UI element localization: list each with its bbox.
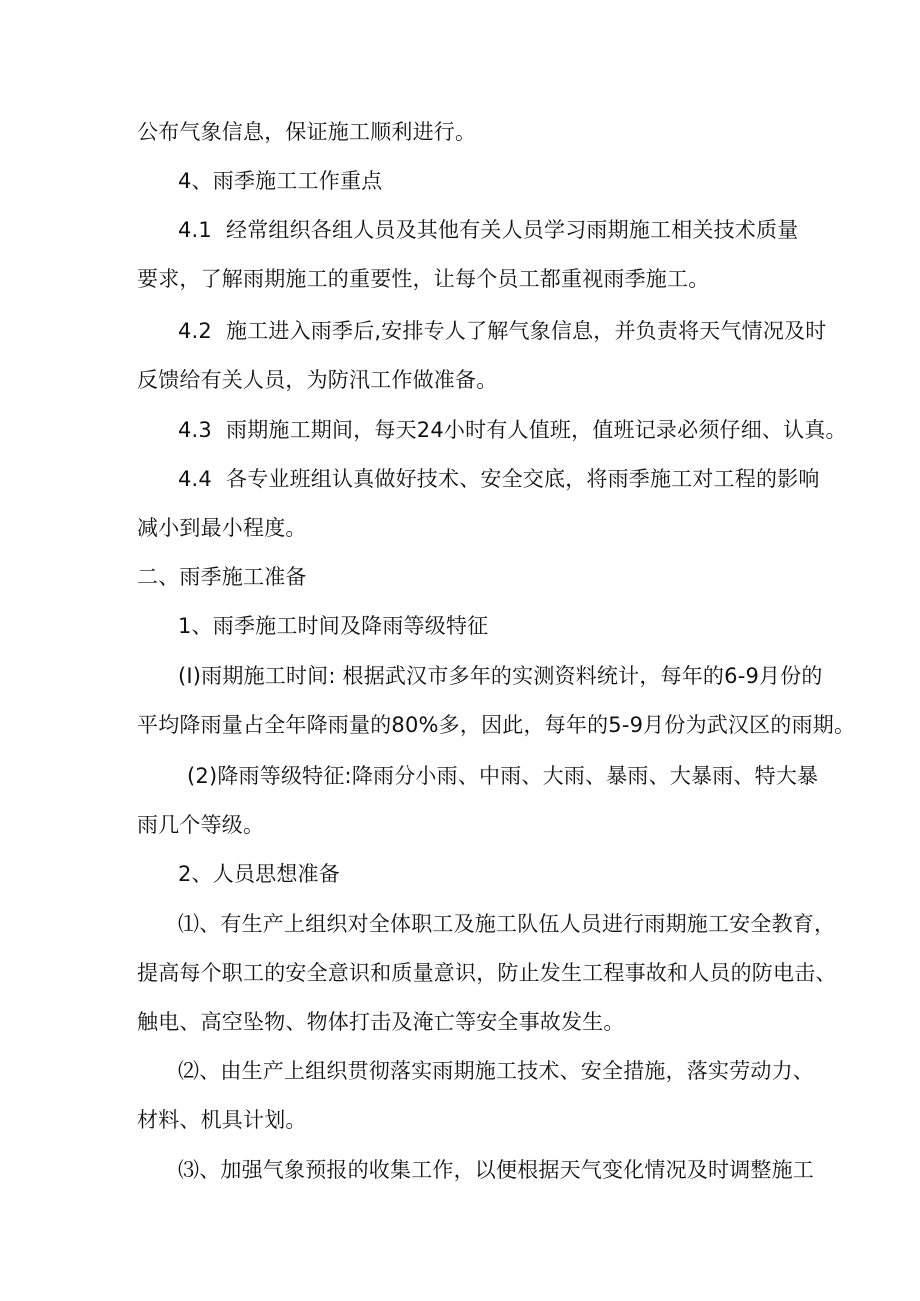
paragraph-line: ⑵、由生产上组织贯彻落实雨期施工技术、安全措施，落实劳动力、: [178, 1059, 814, 1083]
item-number: 4.1: [178, 218, 212, 242]
paragraph-line: ⑶、加强气象预报的收集工作，以便根据天气变化情况及时调整施工: [178, 1158, 814, 1182]
paragraph-line: 平均降雨量占全年降雨量的80%多，因此，每年的5-9月份为武汉区的雨期。: [137, 713, 856, 737]
subsection-heading: 1、雨季施工时间及降雨等级特征: [178, 614, 489, 638]
paragraph-line: 减小到最小程度。: [137, 516, 307, 540]
paragraph-line: 反馈给有关人员，为防汛工作做准备。: [137, 368, 498, 392]
paragraph-line: [178, 316, 826, 346]
section-heading: 二、雨季施工准备: [137, 565, 307, 589]
paragraph-line: 要求，了解雨期施工的重要性，让每个员工都重视雨季施工。: [137, 267, 710, 291]
paragraph-line: (I)雨期施工时间: 根据武汉市多年的实测资料统计，每年的6-9月份的: [178, 664, 823, 688]
item-text: 施工进入雨季后,安排专人了解气象信息，并负责将天气情况及时: [226, 319, 827, 343]
paragraph-line: 提高每个职工的安全意识和质量意识，防止发生工程事故和人员的防电击、: [137, 961, 837, 985]
paragraph-line: 材料、机具计划。: [137, 1108, 307, 1132]
item-text: 各专业班组认真做好技术、安全交底，将雨季施工对工程的影响: [226, 467, 820, 491]
paragraph-line: ⑴、有生产上组织对全体职工及施工队伍人员进行雨期施工安全教育，: [178, 912, 836, 936]
paragraph-line: 公布气象信息，保证施工顺利进行。: [137, 120, 477, 144]
paragraph-line: 雨几个等级。: [137, 813, 265, 837]
item-number: 4.2: [178, 319, 212, 343]
item-text: 经常组织各组人员及其他有关人员学习雨期施工相关技术质量: [226, 218, 799, 242]
paragraph-line: [178, 215, 798, 245]
paragraph-line: [178, 415, 847, 445]
item-number: 4.3: [178, 418, 212, 442]
section-heading: 4、雨季施工工作重点: [178, 169, 383, 193]
subsection-heading: 2、人员思想准备: [178, 862, 340, 886]
paragraph-line: 触电、高空坠物、物体打击及淹亡等安全事故发生。: [137, 1010, 625, 1034]
paragraph-line: [178, 464, 820, 494]
item-number: 4.4: [178, 467, 212, 491]
item-text: 雨期施工期间，每天24小时有人值班，值班记录必须仔细、认真。: [226, 418, 847, 442]
paragraph-line: (2)降雨等级特征:降雨分小雨、中雨、大雨、暴雨、大暴雨、特大暴: [187, 764, 819, 788]
